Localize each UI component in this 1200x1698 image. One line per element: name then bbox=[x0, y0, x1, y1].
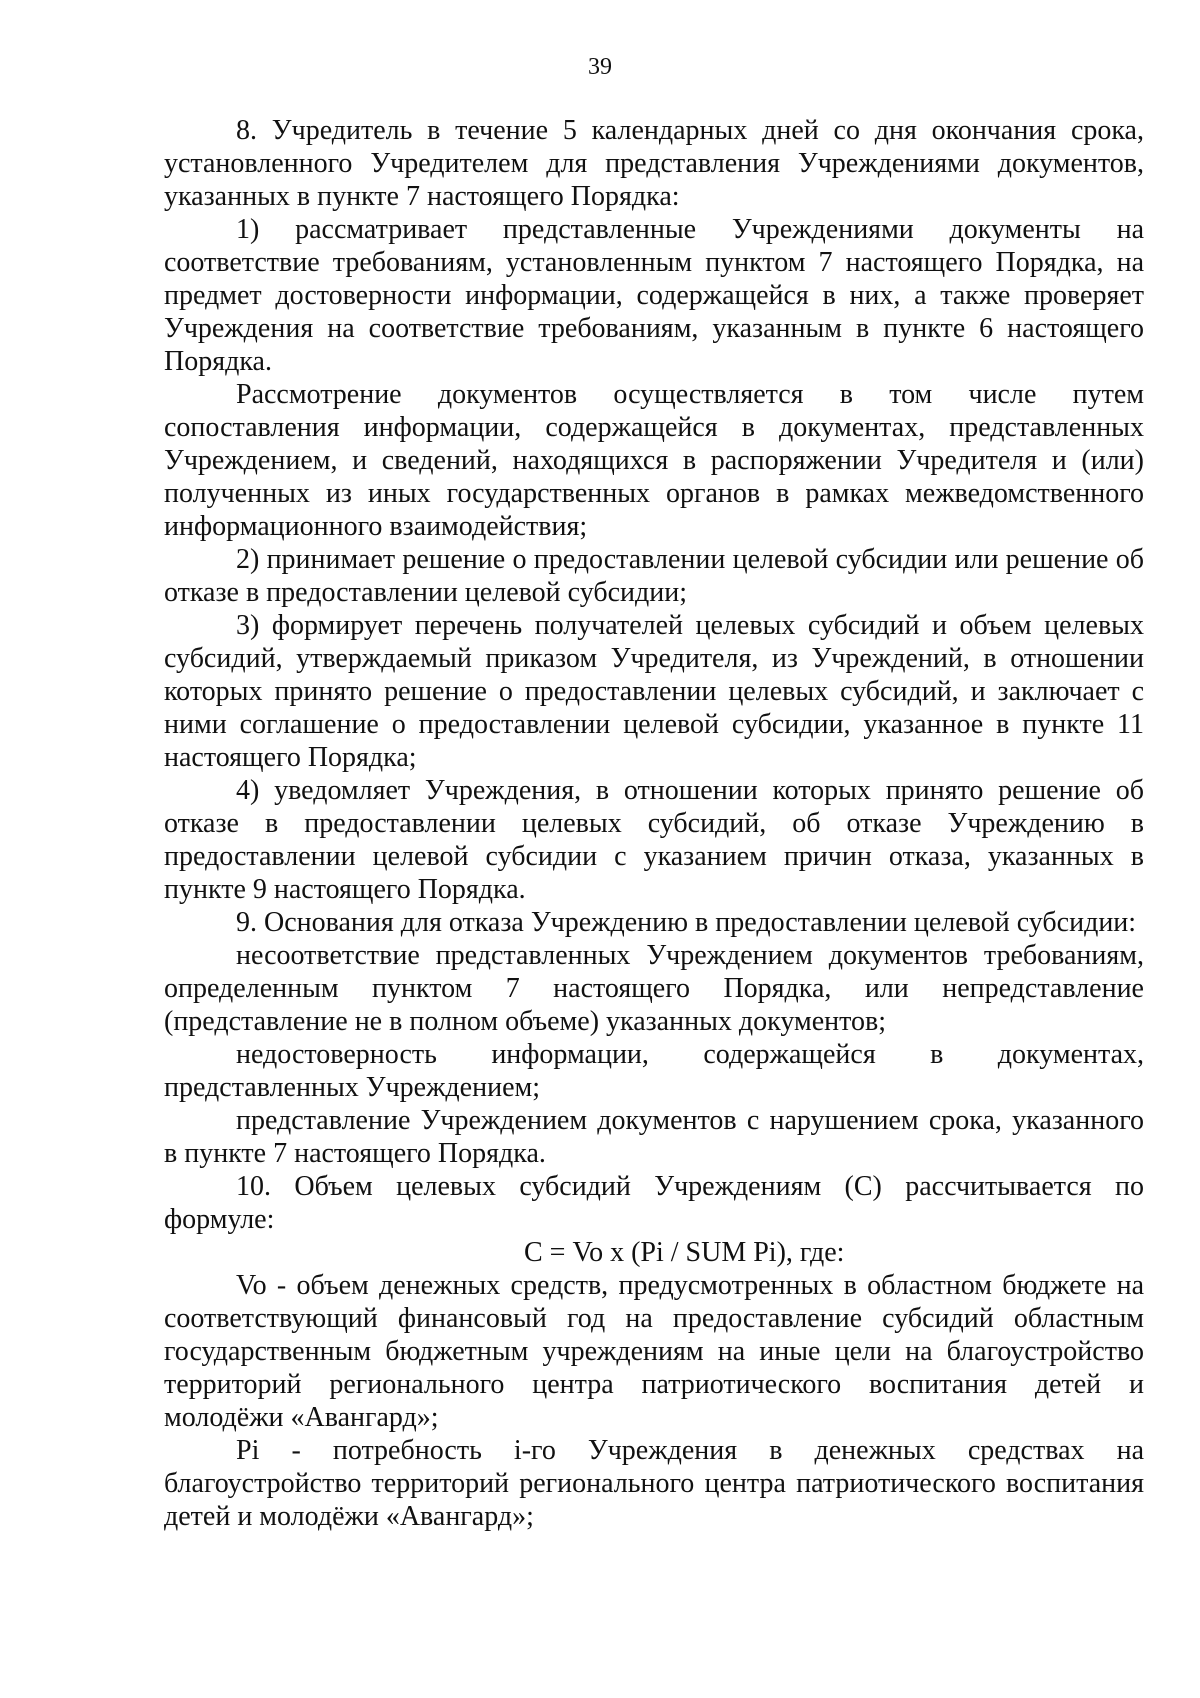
paragraph-subitem-3: 3) формирует перечень получателей целевых субсидий и объем целевых субсидий, утверждаемый приказом Учредителя, из Учреждений, в отношении которых принято решение о предоставлении целевых субсидий, и заключает с ними соглашение о предоставлении целевой субсидии, указанное в пункте 11 настоящего Порядка; bbox=[164, 610, 1144, 773]
definition-vo: Vo - объем денежных средств, предусмотренных в областном бюджете на соответствующий финансовый год на предоставление субсидий областным государственным бюджетным учреждениям на иные цели на благоустройство территорий регионального центра патриотического воспитания детей и молодёжи «Авангард»; bbox=[164, 1270, 1144, 1433]
paragraph-subitem-4: 4) уведомляет Учреждения, в отношении которых принято решение об отказе в предоставлении целевых субсидий, об отказе Учреждению в предоставлении целевой субсидии с указанием причин отказа, указанных в пункте 9 настоящего Порядка. bbox=[164, 775, 1144, 905]
paragraph-review-documents: Рассмотрение документов осуществляется в том числе путем сопоставления информации, содержащейся в документах, представленных Учреждением, и сведений, находящихся в распоряжении Учредителя и (или) полученных из иных государственных органов в рамках межведомственного информационного взаимодействия; bbox=[164, 379, 1144, 542]
page-number: 39 bbox=[588, 54, 612, 80]
paragraph-refusal-ground-3: представление Учреждением документов с нарушением срока, указанного в пункте 7 настоящего Порядка. bbox=[164, 1105, 1144, 1169]
paragraph-subitem-2: 2) принимает решение о предоставлении целевой субсидии или решение об отказе в предоставлении целевой субсидии; bbox=[164, 544, 1144, 608]
paragraph-item-8: 8. Учредитель в течение 5 календарных дней со дня окончания срока, установленного Учредителем для представления Учреждениями документов, указанных в пункте 7 настоящего Порядка: bbox=[164, 115, 1144, 212]
definition-pi: Pi - потребность i-го Учреждения в денежных средствах на благоустройство территорий регионального центра патриотического воспитания детей и молодёжи «Авангард»; bbox=[164, 1435, 1144, 1532]
subsidy-formula: С = Vo x (Pi / SUM Pi), где: bbox=[524, 1237, 845, 1268]
paragraph-subitem-1: 1) рассматривает представленные Учреждениями документы на соответствие требованиям, установленным пунктом 7 настоящего Порядка, на предмет достоверности информации, содержащейся в них, а также проверяет Учреждения на соответствие требованиям, указанным в пункте 6 настоящего Порядка. bbox=[164, 214, 1144, 377]
document-body bbox=[164, 114, 1144, 1533]
paragraph-refusal-ground-2: недостоверность информации, содержащейся в документах, представленных Учреждением; bbox=[164, 1039, 1144, 1103]
paragraph-refusal-ground-1: несоответствие представленных Учреждением документов требованиям, определенным пунктом 7 настоящего Порядка, или непредставление (представление не в полном объеме) указанных документов; bbox=[164, 940, 1144, 1037]
paragraph-item-10: 10. Объем целевых субсидий Учреждениям (С) рассчитывается по формуле: bbox=[164, 1171, 1144, 1235]
paragraph-item-9: 9. Основания для отказа Учреждению в предоставлении целевой субсидии: bbox=[236, 907, 1137, 938]
